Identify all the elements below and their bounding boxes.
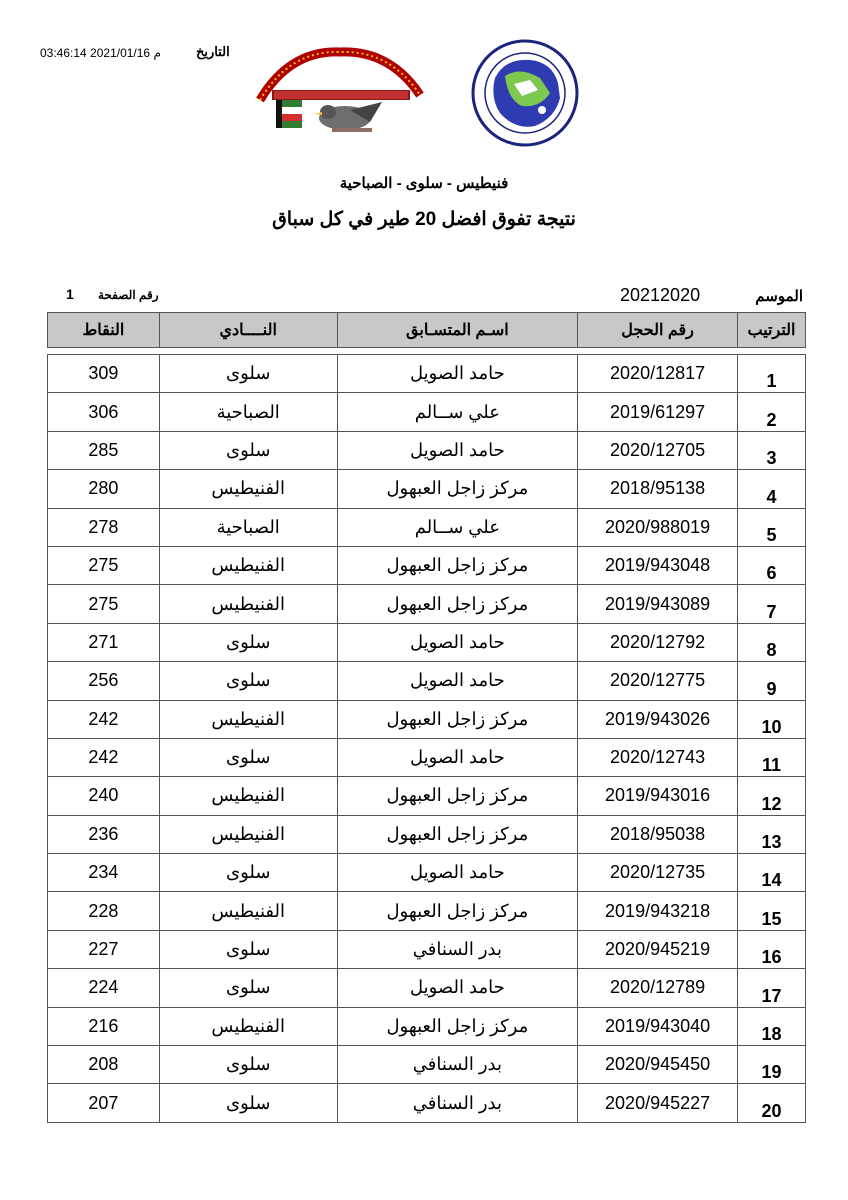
header-name: اسـم المتسـابق — [337, 313, 578, 348]
points-cell: 271 — [48, 623, 160, 661]
ring-cell: 2019/943089 — [578, 585, 738, 623]
club-cell: الفنيطيس — [159, 777, 337, 815]
table-row — [48, 1007, 806, 1045]
rank-cell: 9 — [738, 662, 806, 700]
ring-cell: 2020/945227 — [578, 1084, 738, 1122]
points-cell: 275 — [48, 585, 160, 623]
points-cell: 309 — [48, 355, 160, 393]
name-cell: مركز زاجل العبهول — [337, 815, 578, 853]
name-cell: حامد الصويل — [337, 854, 578, 892]
club-cell: الفنيطيس — [159, 815, 337, 853]
rank-cell: 3 — [738, 431, 806, 469]
points-cell: 240 — [48, 777, 160, 815]
rank-cell: 1 — [738, 355, 806, 393]
ring-cell: 2019/943026 — [578, 700, 738, 738]
points-cell: 278 — [48, 508, 160, 546]
ring-cell: 2019/943040 — [578, 1007, 738, 1045]
club-cell: سلوى — [159, 854, 337, 892]
name-cell: حامد الصويل — [337, 662, 578, 700]
header-points: النقاط — [48, 313, 160, 348]
rank-cell: 15 — [738, 892, 806, 930]
ring-cell: 2020/12817 — [578, 355, 738, 393]
ring-cell: 2019/61297 — [578, 393, 738, 431]
table-row — [48, 969, 806, 1007]
results-table — [47, 312, 806, 1123]
table-row — [48, 508, 806, 546]
name-cell: مركز زاجل العبهول — [337, 585, 578, 623]
table-bottom-rule — [47, 1122, 806, 1123]
points-cell: 227 — [48, 930, 160, 968]
rank-cell: 4 — [738, 470, 806, 508]
ring-cell: 2020/12735 — [578, 854, 738, 892]
table-row — [48, 777, 806, 815]
ring-cell: 2020/12792 — [578, 623, 738, 661]
club-cell: سلوى — [159, 930, 337, 968]
club-cell: الفنيطيس — [159, 1007, 337, 1045]
name-cell: مركز زاجل العبهول — [337, 470, 578, 508]
rank-cell: 19 — [738, 1046, 806, 1084]
points-cell: 207 — [48, 1084, 160, 1122]
table-row — [48, 892, 806, 930]
club-cell: الفنيطيس — [159, 700, 337, 738]
table-row — [48, 393, 806, 431]
ring-cell: 2020/12705 — [578, 431, 738, 469]
club-cell: سلوى — [159, 969, 337, 1007]
header-ring: رقم الحجل — [578, 313, 738, 348]
club-cell: الفنيطيس — [159, 892, 337, 930]
club-cell: الصباحية — [159, 508, 337, 546]
header-spacer — [48, 348, 806, 355]
table-row — [48, 355, 806, 393]
date-label: التاريخ — [196, 44, 230, 59]
points-cell: 208 — [48, 1046, 160, 1084]
season-value: 20212020 — [620, 285, 701, 305]
header-rank: الترتيب — [738, 313, 806, 348]
table-header-row — [48, 313, 806, 348]
points-cell: 216 — [48, 1007, 160, 1045]
club-cell: الفنيطيس — [159, 585, 337, 623]
points-cell: 224 — [48, 969, 160, 1007]
page-number-label: رقم الصفحة — [98, 288, 159, 302]
page-number-value: 1 — [66, 286, 74, 302]
table-row — [48, 700, 806, 738]
rank-cell: 16 — [738, 930, 806, 968]
rank-cell: 2 — [738, 393, 806, 431]
points-cell: 234 — [48, 854, 160, 892]
table-row — [48, 1084, 806, 1122]
report-title: نتيجة تفوق افضل 20 طير في كل سباق — [272, 209, 576, 230]
rank-cell: 5 — [738, 508, 806, 546]
points-cell: 275 — [48, 546, 160, 584]
name-cell: حامد الصويل — [337, 969, 578, 1007]
points-cell: 242 — [48, 700, 160, 738]
points-cell: 280 — [48, 470, 160, 508]
rank-cell: 20 — [738, 1084, 806, 1122]
points-cell: 256 — [48, 662, 160, 700]
ring-cell: 2019/943016 — [578, 777, 738, 815]
name-cell: بدر السنافي — [337, 1046, 578, 1084]
name-cell: مركز زاجل العبهول — [337, 546, 578, 584]
ring-cell: 2019/943048 — [578, 546, 738, 584]
rank-cell: 17 — [738, 969, 806, 1007]
table-row — [48, 623, 806, 661]
ring-cell: 2020/988019 — [578, 508, 738, 546]
table-row — [48, 662, 806, 700]
table-row — [48, 470, 806, 508]
name-cell: علي ســالم — [337, 393, 578, 431]
kuwait-federation-for-racing-pigeon-logo — [470, 38, 580, 148]
ring-cell: 2020/12775 — [578, 662, 738, 700]
name-cell: مركز زاجل العبهول — [337, 777, 578, 815]
date-value: 03:46:14 2021/01/16 م — [40, 46, 161, 60]
season-label: الموسم — [755, 288, 803, 305]
table-row — [48, 585, 806, 623]
ring-cell: 2020/945450 — [578, 1046, 738, 1084]
name-cell: بدر السنافي — [337, 1084, 578, 1122]
ring-cell: 2020/945219 — [578, 930, 738, 968]
rank-cell: 11 — [738, 738, 806, 776]
table-row — [48, 738, 806, 776]
report-subtitle: فنيطيس - سلوى - الصباحية — [339, 175, 509, 192]
table-row — [48, 815, 806, 853]
ring-cell: 2020/12743 — [578, 738, 738, 776]
rank-cell: 13 — [738, 815, 806, 853]
rank-cell: 6 — [738, 546, 806, 584]
name-cell: حامد الصويل — [337, 738, 578, 776]
rank-cell: 10 — [738, 700, 806, 738]
club-cell: سلوى — [159, 738, 337, 776]
table-row — [48, 854, 806, 892]
kuwait-racing-pigeon-club-logo — [250, 40, 430, 140]
club-cell: سلوى — [159, 355, 337, 393]
name-cell: بدر السنافي — [337, 930, 578, 968]
club-cell: سلوى — [159, 623, 337, 661]
club-cell: سلوى — [159, 662, 337, 700]
rank-cell: 8 — [738, 623, 806, 661]
points-cell: 306 — [48, 393, 160, 431]
club-cell: الفنيطيس — [159, 470, 337, 508]
ring-cell: 2019/943218 — [578, 892, 738, 930]
points-cell: 242 — [48, 738, 160, 776]
name-cell: حامد الصويل — [337, 355, 578, 393]
rank-cell: 14 — [738, 854, 806, 892]
points-cell: 236 — [48, 815, 160, 853]
club-cell: الفنيطيس — [159, 546, 337, 584]
name-cell: حامد الصويل — [337, 623, 578, 661]
name-cell: مركز زاجل العبهول — [337, 700, 578, 738]
points-cell: 285 — [48, 431, 160, 469]
club-logo-graphic — [250, 40, 430, 140]
name-cell: حامد الصويل — [337, 431, 578, 469]
name-cell: علي ســالم — [337, 508, 578, 546]
rank-cell: 18 — [738, 1007, 806, 1045]
rank-cell: 7 — [738, 585, 806, 623]
federation-logo-graphic — [470, 38, 580, 148]
name-cell: مركز زاجل العبهول — [337, 1007, 578, 1045]
ring-cell: 2020/12789 — [578, 969, 738, 1007]
table-row — [48, 546, 806, 584]
club-cell: سلوى — [159, 1046, 337, 1084]
table-row — [48, 1046, 806, 1084]
table-row — [48, 431, 806, 469]
rank-cell: 12 — [738, 777, 806, 815]
club-cell: سلوى — [159, 1084, 337, 1122]
table-row — [48, 930, 806, 968]
name-cell: مركز زاجل العبهول — [337, 892, 578, 930]
club-cell: سلوى — [159, 431, 337, 469]
club-cell: الصباحية — [159, 393, 337, 431]
ring-cell: 2018/95138 — [578, 470, 738, 508]
points-cell: 228 — [48, 892, 160, 930]
ring-cell: 2018/95038 — [578, 815, 738, 853]
header-club: النــــادي — [159, 313, 337, 348]
